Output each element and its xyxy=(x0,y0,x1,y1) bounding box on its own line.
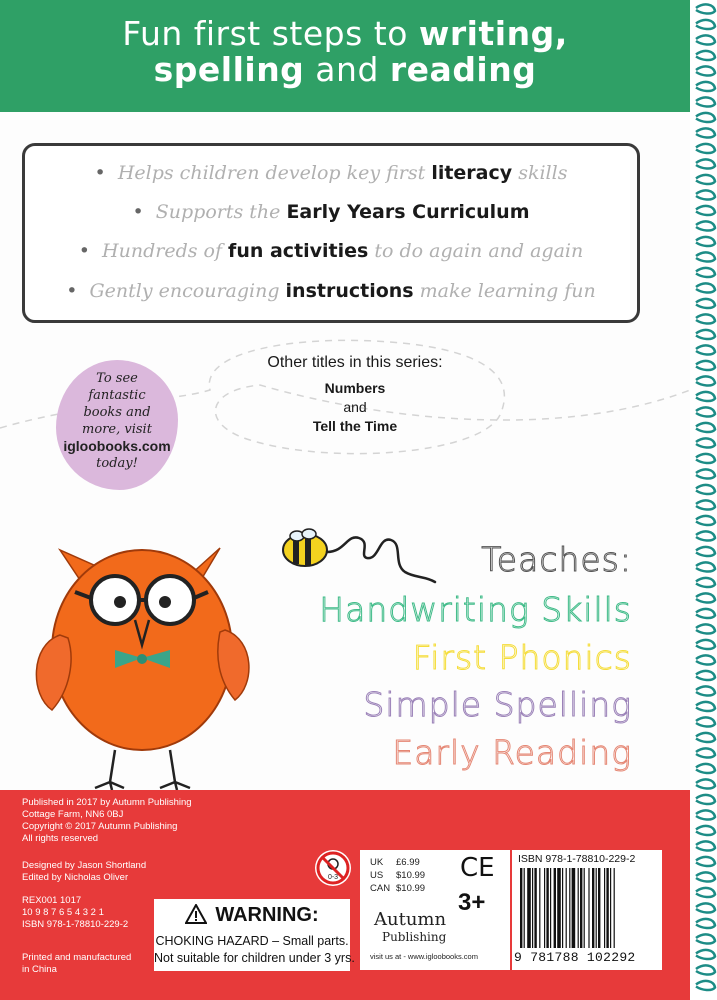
svg-text:0-3: 0-3 xyxy=(327,874,339,881)
publisher-logo: Autumn xyxy=(374,909,447,930)
teaches-item-handwriting: Handwriting Skills xyxy=(319,590,632,629)
teaches-item-reading: Early Reading xyxy=(392,733,632,772)
barcode-number: 9 781788 102292 xyxy=(514,950,636,965)
owl-illustration xyxy=(20,520,260,790)
product-codes: REX001 1017 10 9 8 7 6 5 4 3 2 1 ISBN 978-1-78810-229-2 xyxy=(22,895,129,930)
price-list: UK £6.99 US $10.99 CAN $10.99 xyxy=(370,857,426,894)
series-heading: Other titles in this series: xyxy=(267,354,443,371)
publisher-logo-sub: Publishing xyxy=(382,930,447,944)
manufacturing-note: Printed and manufactured in China xyxy=(22,952,132,975)
credits: Designed by Jason Shortland Edited by Nicholas Oliver xyxy=(22,860,147,883)
publishing-info: Published in 2017 by Autumn Publishing Cottage Farm, NN6 0BJ Copyright © 2017 Autumn Publishing All rights reserved xyxy=(22,797,192,844)
headline-line-2: spelling and reading xyxy=(153,50,537,89)
series-title-tell-time: Tell the Time xyxy=(312,418,398,434)
headline-line-1: Fun first steps to writing, xyxy=(122,14,568,53)
teaches-heading: Teaches: xyxy=(481,540,632,579)
benefit-item: • Supports the Early Years Curriculum xyxy=(132,201,530,223)
price-and-publisher-panel xyxy=(360,850,510,970)
benefit-item: • Helps children develop key first literacy skills xyxy=(94,162,568,184)
series-title-numbers: Numbers xyxy=(324,380,386,396)
bee-illustration xyxy=(275,528,445,588)
benefits-box xyxy=(22,143,640,323)
promo-text: To see fantastic books and more, visit igloobooks.com today! xyxy=(56,370,178,472)
website-link[interactable]: igloobooks.com xyxy=(63,438,171,454)
not-for-under-3-icon xyxy=(315,850,351,886)
warning-triangle-icon xyxy=(185,904,207,924)
age-rating: 3+ xyxy=(458,889,486,916)
teaches-item-spelling: Simple Spelling xyxy=(363,685,632,724)
barcode-panel xyxy=(512,850,662,970)
publisher-website: visit us at - www.igloobooks.com xyxy=(370,952,478,961)
barcode-icon xyxy=(518,868,654,950)
choking-warning: WARNING: CHOKING HAZARD – Small parts. Not suitable for children under 3 yrs. xyxy=(154,899,350,971)
ce-mark-icon: CE xyxy=(460,853,495,883)
teaches-item-phonics: First Phonics xyxy=(412,638,632,677)
spiral-binding xyxy=(690,0,717,1000)
series-titles: Other titles in this series: Numbers and Tell the Time xyxy=(230,352,480,436)
benefit-item: • Hundreds of fun activities to do again and again xyxy=(78,240,584,262)
benefit-item: • Gently encouraging instructions make learning fun xyxy=(66,280,596,302)
isbn-label: ISBN 978-1-78810-229-2 xyxy=(518,853,636,865)
